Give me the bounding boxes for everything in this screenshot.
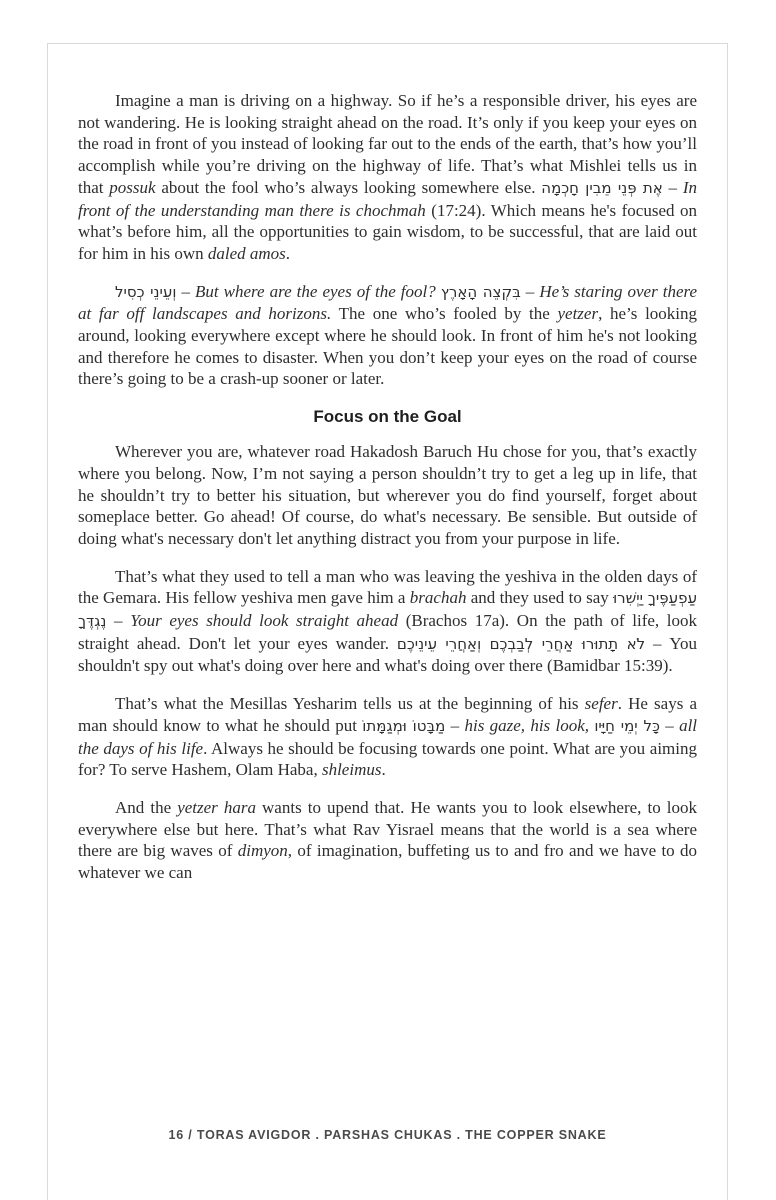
text-run: yetzer hara [177, 797, 256, 817]
hebrew-phrase: וְעֵינֵי כְסִיל [115, 282, 177, 301]
text-run: about the fool who’s always looking somewhere else. [155, 177, 542, 197]
text-run: Wherever you are, whatever road Hakadosh Baruch Hu chose for you, that’s exactly where you belong. Now, I’m not saying a person shouldn’t try to get a leg up in life, that he shouldn’t try to better his situation, but wherever you do find yourself, forget about someplace better. Go ahead! Of course, do what's necessary. Be sensible. But outside of doing what's necessary don't let anything distract you from your purpose in life. [78, 442, 697, 548]
page-content [48, 44, 727, 884]
text-run: – [176, 281, 196, 301]
text-run: – [445, 715, 465, 735]
text-run: – [106, 611, 131, 631]
text-run: Imagine a man is driving on a highway. So if he’s a responsible driver, his eyes are not wandering. He is looking straight ahead on the road. It’s only if you keep your eyes on the road in front of you instead of looking far out to the ends of the earth, that’s how you’ll accomplish while you’re driving on the highway of life. That’s what Mishlei tells us in that [78, 91, 697, 197]
text-run: . He says a man should know to what he should put [78, 694, 697, 735]
text-run: – [662, 177, 683, 197]
text-run: That’s what the Mesillas Yesharim tells us at the beginning of his [115, 694, 585, 714]
text-run: , he’s looking around, looking everywhere except where he should look. In front of him he's not looking and therefore he comes to disaster. When you don’t keep your eyes on the road of course there’s going to be a crash-up sooner or later. [78, 304, 698, 389]
text-run: wants to upend that. He wants you to look elsewhere, to look everywhere else but here. That’s what Rav Yisrael means that the world is a sea where there are big waves of [78, 797, 697, 861]
text-run: Your eyes should look straight ahead [130, 611, 399, 631]
text-run: – You shouldn't spy out what's doing over here and what's doing over there (Bamidbar 15:39). [78, 633, 697, 676]
text-run: his gaze, his look, [464, 715, 590, 735]
text-run: . Always he should be focusing towards one point. What are you aiming for? To serve Hashem, Olam Haba, [78, 738, 697, 780]
text-run: daled amos [207, 243, 286, 263]
paragraph-driving-highway [78, 90, 697, 265]
text-run: – [659, 715, 680, 735]
hebrew-phrase: כָּל יְמֵי חַיָּיו [594, 716, 660, 735]
text-run: But where are the eyes of the fool? [195, 281, 436, 301]
text-run: And the [115, 797, 178, 817]
paragraph-yetzer-hara [78, 797, 697, 884]
hebrew-phrase: עַפְעַפֶּיךָ יַיְשִׁרוּ נֶגְדֶּךָ [78, 589, 697, 631]
paragraph-leaving-yeshiva [78, 566, 697, 678]
text-run: sefer [584, 694, 618, 714]
text-run: In front of the understanding man there is chochmah [78, 177, 697, 220]
text-run: and they used to say [466, 588, 614, 608]
text-run: brachah [409, 588, 467, 608]
text-run: possuk [109, 177, 156, 197]
paragraph-wherever-you-are [78, 441, 697, 550]
page-footer: 16 / TORAS AVIGDOR . PARSHAS CHUKAS . THE COPPER SNAKE [168, 1128, 607, 1142]
text-run: The one who’s fooled by the [331, 304, 558, 324]
text-run: – [520, 281, 540, 301]
text-run: (17:24). Which means he's focused on what’s before him, all the opportunities to gain wisdom, to be successful, that are laid out for him in his own [78, 200, 697, 263]
hebrew-phrase: בִּקְצֵה הָאָרֶץ [440, 282, 521, 301]
text-run: , of imagination, buffeting us to and fro and we have to do whatever we can [78, 841, 697, 883]
text-run: That’s what they used to tell a man who was leaving the yeshiva in the olden days of the Gemara. His fellow yeshiva men gave him a [78, 566, 697, 608]
text-run: shleimus [321, 760, 382, 780]
paragraph-mesillas-yesharim [78, 693, 697, 781]
text-run: . [381, 760, 386, 780]
text-run: He’s staring over there at far off landscapes and horizons. [78, 281, 698, 324]
section-heading-focus-on-goal: Focus on the Goal [313, 407, 462, 427]
hebrew-phrase: מַבָּטוֹ וּמְגַמָּתוֹ [362, 716, 446, 735]
text-run: all the days of his life [78, 715, 698, 758]
text-run: dimyon [237, 841, 288, 861]
text-run: (Brachos 17a). On the path of life, look straight ahead. Don't let your eyes wander. [78, 611, 697, 653]
paragraph-eyes-of-fool [78, 281, 697, 391]
text-run: . [285, 243, 291, 263]
hebrew-phrase: לֹא תָתוּרוּ אַחֲרֵי לְבַבְכֶם וְאַחֲרֵי עֵינֵיכֶם [396, 634, 646, 653]
book-page [47, 43, 728, 1200]
hebrew-phrase: אֶת פְּנֵי מֵבִין חָכְמָה [541, 178, 663, 197]
text-run: yetzer [557, 304, 599, 324]
